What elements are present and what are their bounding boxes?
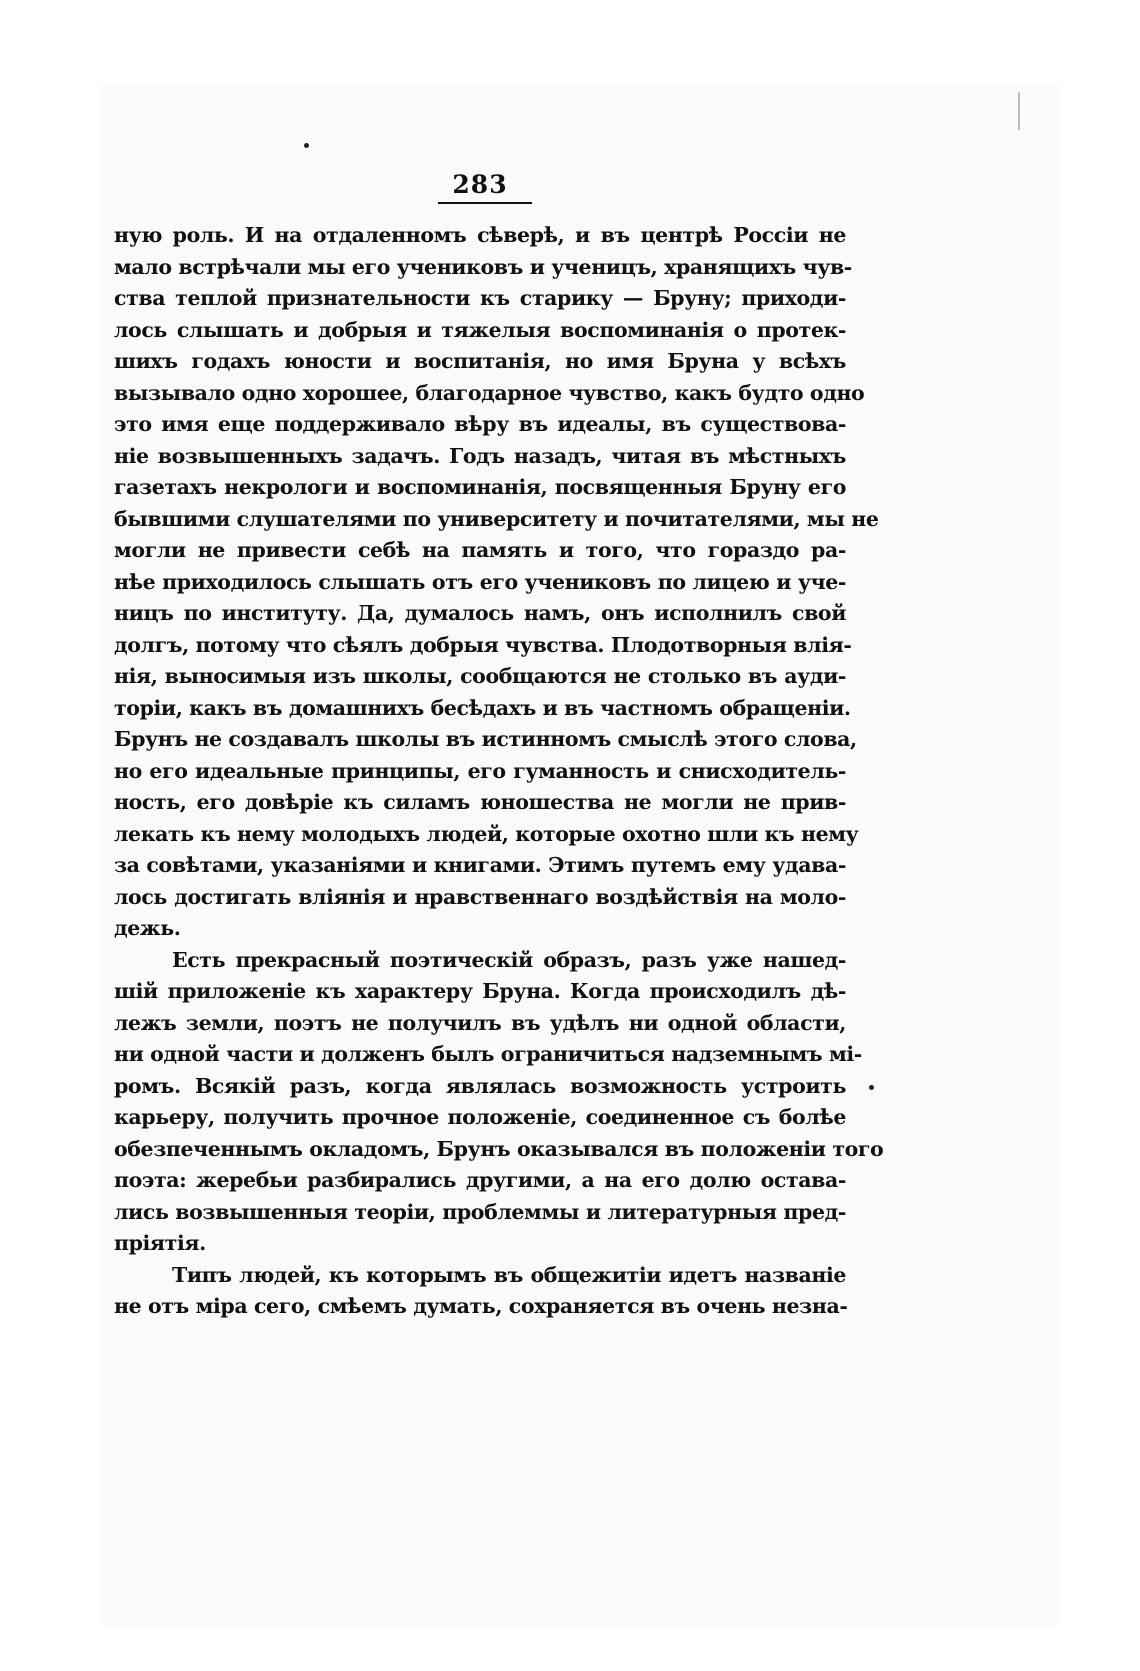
text-line: лись возвышенныя теоріи, проблеммы и литературныя пред-	[114, 1199, 846, 1224]
text-line: газетахъ некрологи и воспоминанія, посвященныя Бруну его	[114, 475, 846, 499]
text-line: поэта: жеребьи разбирались другими, а на его долю остава-	[114, 1168, 846, 1192]
paragraph	[114, 220, 879, 945]
text-line: ницъ по институту. Да, думалось намъ, онъ исполнилъ свой	[114, 601, 846, 625]
body-text	[114, 220, 884, 1323]
text-line: это имя еще поддерживало вѣру въ идеалы, въ существова-	[114, 412, 846, 436]
text-line: ность, его довѣріе къ силамъ юношества не могли не прив-	[114, 790, 846, 814]
page-number-rule	[438, 202, 532, 204]
text-line: шій приложеніе къ характеру Бруна. Когда происходилъ дѣ-	[114, 979, 846, 1003]
text-line: бывшими слушателями по университету и почитателями, мы не	[114, 506, 879, 531]
scan-speck	[304, 143, 309, 148]
page-number: 283	[452, 170, 508, 199]
text-line: лежъ земли, поэтъ не получилъ въ удѣлъ ни одной области,	[114, 1010, 846, 1035]
text-line: вызывало одно хорошее, благодарное чувство, какъ будто одно	[114, 380, 865, 405]
text-line: лось слышать и добрыя и тяжелыя воспоминанія о протек-	[114, 317, 846, 342]
paragraph	[114, 945, 884, 1260]
text-line: Брунъ не создавалъ школы въ истинномъ смыслѣ этого слова,	[114, 727, 857, 751]
paragraph	[114, 1260, 846, 1323]
text-line: торіи, какъ въ домашнихъ бесѣдахъ и въ частномъ обращеніи.	[114, 695, 851, 720]
text-line: ни одной части и долженъ былъ ограничиться надземнымъ мі-	[114, 1042, 862, 1066]
text-line: нѣе приходилось слышать отъ его учениковъ по лицею и уче-	[114, 569, 846, 594]
text-line: мало встрѣчали мы его учениковъ и ученицъ, хранящихъ чув-	[114, 254, 852, 279]
text-line: дежь.	[114, 916, 181, 940]
text-line: лось достигать вліянія и нравственнаго воздѣйствія на моло-	[114, 884, 846, 909]
scan-edge-mark	[1018, 92, 1020, 130]
text-line: обезпеченнымъ окладомъ, Брунъ оказывался въ положеніи того	[114, 1136, 884, 1161]
scan-speck	[869, 1085, 874, 1090]
text-line: Есть прекрасный поэтическій образъ, разъ уже нашед-	[172, 947, 846, 972]
text-line: шихъ годахъ юности и воспитанія, но имя Бруна у всѣхъ	[114, 349, 846, 373]
text-line: могли не привести себѣ на память и того, что гораздо ра-	[114, 538, 846, 562]
text-line: пріятія.	[114, 1231, 206, 1255]
text-line: нія, выносимыя изъ школы, сообщаются не столько въ ауди-	[114, 664, 846, 688]
text-line: ства теплой признательности къ старику — Бруну; приходи-	[114, 286, 846, 310]
text-line: ніе возвышенныхъ задачъ. Годъ назадъ, читая въ мѣстныхъ	[114, 443, 846, 468]
text-line: не отъ міра сего, смѣемъ думать, сохраняется въ очень незна-	[114, 1294, 848, 1318]
text-line: Типъ людей, къ которымъ въ общежитіи идетъ названіе	[172, 1262, 846, 1287]
text-line: ромъ. Всякій разъ, когда являлась возможность устроить	[114, 1073, 846, 1098]
text-line: долгъ, потому что сѣялъ добрыя чувства. Плодотворныя влія-	[114, 632, 852, 657]
text-line: ную роль. И на отдаленномъ сѣверѣ, и въ центрѣ Россіи не	[114, 223, 846, 247]
text-line: но его идеальные принципы, его гуманность и снисходитель-	[114, 758, 846, 783]
text-line: лекать къ нему молодыхъ людей, которые охотно шли къ нему	[114, 821, 859, 846]
text-line: за совѣтами, указаніями и книгами. Этимъ путемъ ему удава-	[114, 853, 846, 877]
text-line: карьеру, получить прочное положеніе, соединенное съ болѣе	[114, 1105, 846, 1129]
